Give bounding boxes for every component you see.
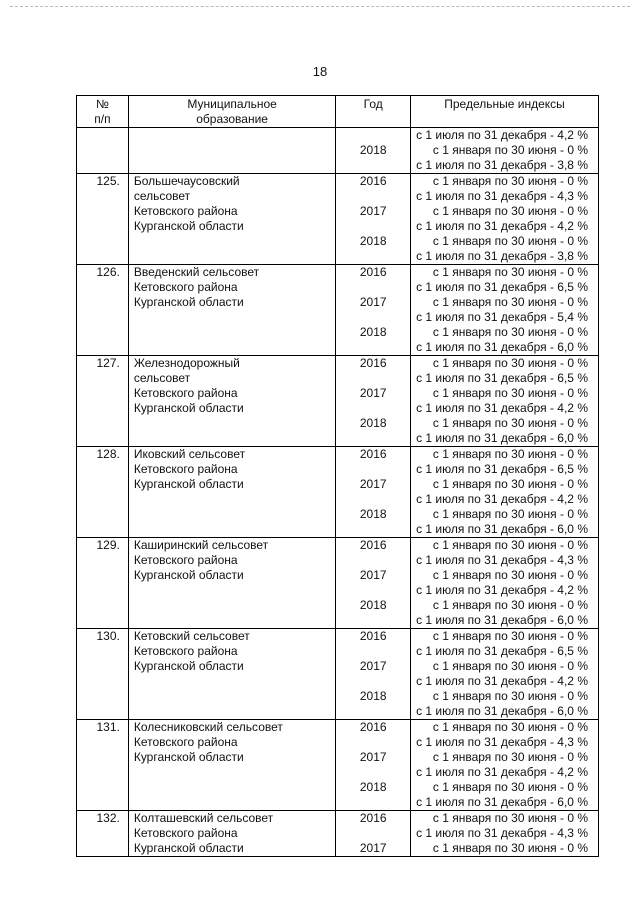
index-line: с 1 июля по 31 декабря - 4,2 % [416, 128, 588, 142]
year-line: 2017 [359, 750, 387, 764]
index-line: с 1 июля по 31 декабря - 6,5 % [416, 462, 588, 476]
year-cell [336, 265, 411, 356]
year-line: 2018 [359, 234, 387, 248]
municipality-cell [128, 720, 336, 811]
municipality-cell [128, 265, 336, 356]
year-line [336, 128, 410, 143]
year-line: 2017 [359, 659, 387, 673]
municipality-line: Каширинский сельсовет [133, 538, 269, 552]
indexes-cell [411, 128, 599, 174]
municipality-line: Колташевский сельсовет [133, 811, 274, 825]
index-line: с 1 января по 30 июня - 0 % [432, 659, 588, 673]
year-line [336, 310, 410, 325]
table-row [77, 629, 599, 720]
year-line: 2017 [359, 295, 387, 309]
index-line: с 1 января по 30 июня - 0 % [432, 538, 588, 552]
table-row [77, 356, 599, 447]
year-line [336, 462, 410, 477]
header-num: № п/п [77, 96, 129, 128]
index-line: с 1 января по 30 июня - 0 % [432, 174, 588, 188]
index-line: с 1 января по 30 июня - 0 % [432, 356, 588, 370]
index-line: с 1 июля по 31 декабря - 4,2 % [416, 401, 588, 415]
year-line [336, 401, 410, 416]
municipality-line: Кетовского района [133, 386, 238, 400]
year-line [336, 249, 410, 264]
indexes-cell [411, 629, 599, 720]
year-line: 2018 [359, 325, 387, 339]
municipality-line: Кетовского района [133, 826, 238, 840]
year-line [336, 158, 410, 173]
year-line [336, 765, 410, 780]
municipality-line: Кетовского района [133, 644, 238, 658]
municipality-line: Кетовского района [133, 553, 238, 567]
year-line [336, 613, 410, 628]
row-number: 128. [77, 447, 129, 538]
index-line: с 1 января по 30 июня - 0 % [432, 598, 588, 612]
row-number: 127. [77, 356, 129, 447]
scan-artifact-line [10, 6, 630, 7]
year-line [336, 522, 410, 537]
year-line: 2016 [359, 447, 387, 461]
municipality-line: Кетовского района [133, 462, 238, 476]
index-line: с 1 июля по 31 декабря - 6,0 % [416, 613, 588, 627]
year-line: 2018 [359, 143, 387, 157]
year-cell [336, 447, 411, 538]
municipality-line: Введенский сельсовет [133, 265, 260, 279]
year-line [336, 492, 410, 507]
row-number: 131. [77, 720, 129, 811]
municipality-line: Кетовского района [133, 204, 238, 218]
table-row [77, 265, 599, 356]
table-row [77, 720, 599, 811]
indexes-cell [411, 811, 599, 857]
index-line: с 1 июля по 31 декабря - 3,8 % [416, 249, 588, 263]
index-line: с 1 января по 30 июня - 0 % [432, 477, 588, 491]
municipality-line: Колесниковский сельсовет [133, 720, 283, 734]
year-line: 2018 [359, 416, 387, 430]
municipality-cell [128, 447, 336, 538]
municipality-line: сельсовет [133, 189, 191, 203]
table-row [77, 174, 599, 265]
year-cell [336, 174, 411, 265]
year-line [336, 219, 410, 234]
year-line: 2016 [359, 811, 387, 825]
index-line: с 1 января по 30 июня - 0 % [432, 386, 588, 400]
year-line: 2017 [359, 386, 387, 400]
index-line: с 1 января по 30 июня - 0 % [432, 811, 588, 825]
year-cell [336, 538, 411, 629]
year-line [336, 553, 410, 568]
index-line: с 1 января по 30 июня - 0 % [432, 720, 588, 734]
index-line: с 1 июля по 31 декабря - 6,5 % [416, 280, 588, 294]
index-line: с 1 января по 30 июня - 0 % [432, 416, 588, 430]
municipality-cell [128, 538, 336, 629]
index-line: с 1 июля по 31 декабря - 4,3 % [416, 189, 588, 203]
index-line: с 1 июля по 31 декабря - 3,8 % [416, 158, 588, 172]
year-line [336, 704, 410, 719]
year-cell [336, 128, 411, 174]
year-line [336, 735, 410, 750]
indexes-cell [411, 356, 599, 447]
year-line: 2017 [359, 204, 387, 218]
index-line: с 1 января по 30 июня - 0 % [432, 204, 588, 218]
year-line [336, 189, 410, 204]
year-line: 2017 [359, 568, 387, 582]
index-line: с 1 января по 30 июня - 0 % [432, 143, 588, 157]
indexes-cell [411, 447, 599, 538]
year-cell [336, 720, 411, 811]
index-line: с 1 июля по 31 декабря - 4,3 % [416, 735, 588, 749]
index-line: с 1 января по 30 июня - 0 % [432, 507, 588, 521]
index-line: с 1 января по 30 июня - 0 % [432, 629, 588, 643]
year-cell [336, 356, 411, 447]
year-line: 2017 [359, 841, 387, 855]
row-number: 130. [77, 629, 129, 720]
index-line: с 1 января по 30 июня - 0 % [432, 780, 588, 794]
municipality-line: сельсовет [133, 371, 191, 385]
municipality-line: Кетовский сельсовет [133, 629, 250, 643]
year-line: 2018 [359, 689, 387, 703]
year-line [336, 795, 410, 810]
indexes-cell [411, 174, 599, 265]
index-line: с 1 июля по 31 декабря - 4,3 % [416, 826, 588, 840]
table-row [77, 811, 599, 857]
year-line [336, 280, 410, 295]
indexes-cell [411, 720, 599, 811]
index-line: с 1 июля по 31 декабря - 6,0 % [416, 795, 588, 809]
year-line: 2016 [359, 174, 387, 188]
index-line: с 1 января по 30 июня - 0 % [432, 689, 588, 703]
municipality-line: Курганской области [133, 841, 244, 855]
row-number: 132. [77, 811, 129, 857]
year-line: 2018 [359, 507, 387, 521]
year-line: 2018 [359, 598, 387, 612]
row-number: 126. [77, 265, 129, 356]
index-line: с 1 июля по 31 декабря - 4,2 % [416, 583, 588, 597]
municipality-line: Железнодорожный [133, 356, 240, 370]
index-line: с 1 июля по 31 декабря - 4,2 % [416, 492, 588, 506]
year-line [336, 644, 410, 659]
index-line: с 1 июля по 31 декабря - 4,2 % [416, 765, 588, 779]
index-line: с 1 июля по 31 декабря - 6,0 % [416, 704, 588, 718]
row-number: 129. [77, 538, 129, 629]
municipality-cell [128, 174, 336, 265]
indexes-cell [411, 265, 599, 356]
year-cell [336, 629, 411, 720]
table-row [77, 447, 599, 538]
year-line: 2016 [359, 720, 387, 734]
index-line: с 1 июля по 31 декабря - 6,5 % [416, 371, 588, 385]
year-line [336, 583, 410, 598]
table-body [77, 128, 599, 857]
municipality-line: Кетовского района [133, 280, 238, 294]
index-line: с 1 января по 30 июня - 0 % [432, 841, 588, 855]
index-line: с 1 июля по 31 декабря - 4,3 % [416, 553, 588, 567]
year-line: 2016 [359, 629, 387, 643]
index-line: с 1 июля по 31 декабря - 5,4 % [416, 310, 588, 324]
year-line: 2016 [359, 265, 387, 279]
index-line: с 1 января по 30 июня - 0 % [432, 234, 588, 248]
row-number [77, 128, 129, 174]
municipality-cell [128, 629, 336, 720]
municipality-line: Курганской области [133, 219, 244, 233]
index-line: с 1 января по 30 июня - 0 % [432, 265, 588, 279]
index-line: с 1 июля по 31 декабря - 6,5 % [416, 644, 588, 658]
index-line: с 1 января по 30 июня - 0 % [432, 447, 588, 461]
table-row [77, 128, 599, 174]
index-line: с 1 июля по 31 декабря - 6,0 % [416, 340, 588, 354]
index-line: с 1 июля по 31 декабря - 6,0 % [416, 431, 588, 445]
indexes-cell [411, 538, 599, 629]
municipality-cell [128, 811, 336, 857]
municipality-line: Курганской области [133, 477, 244, 491]
municipality-line: Курганской области [133, 295, 244, 309]
header-year: Год [336, 96, 411, 128]
table-row [77, 538, 599, 629]
index-line: с 1 июля по 31 декабря - 4,2 % [416, 219, 588, 233]
municipality-line: Кетовского района [133, 735, 238, 749]
index-line: с 1 января по 30 июня - 0 % [432, 568, 588, 582]
year-line: 2018 [359, 780, 387, 794]
year-line [336, 826, 410, 841]
page-number: 18 [312, 64, 328, 79]
year-line [336, 371, 410, 386]
municipality-line: Курганской области [133, 750, 244, 764]
row-number: 125. [77, 174, 129, 265]
table-header [77, 96, 599, 128]
header-municipality: Муниципальное образование [128, 96, 336, 128]
index-line: с 1 января по 30 июня - 0 % [432, 325, 588, 339]
index-line: с 1 июля по 31 декабря - 4,2 % [416, 674, 588, 688]
municipality-cell [128, 356, 336, 447]
municipality-cell [128, 128, 336, 174]
year-line: 2016 [359, 356, 387, 370]
index-line: с 1 января по 30 июня - 0 % [432, 750, 588, 764]
year-line [336, 674, 410, 689]
municipality-line: Большечаусовский [133, 174, 240, 188]
year-cell [336, 811, 411, 857]
year-line: 2016 [359, 538, 387, 552]
year-line [336, 340, 410, 355]
index-line: с 1 января по 30 июня - 0 % [432, 295, 588, 309]
header-indexes: Предельные индексы [411, 96, 599, 128]
year-line: 2017 [359, 477, 387, 491]
index-line: с 1 июля по 31 декабря - 6,0 % [416, 522, 588, 536]
municipality-line: Курганской области [133, 568, 244, 582]
indexes-table [76, 95, 599, 857]
municipality-line: Иковский сельсовет [133, 447, 246, 461]
municipality-line: Курганской области [133, 659, 244, 673]
municipality-line: Курганской области [133, 401, 244, 415]
year-line [336, 431, 410, 446]
